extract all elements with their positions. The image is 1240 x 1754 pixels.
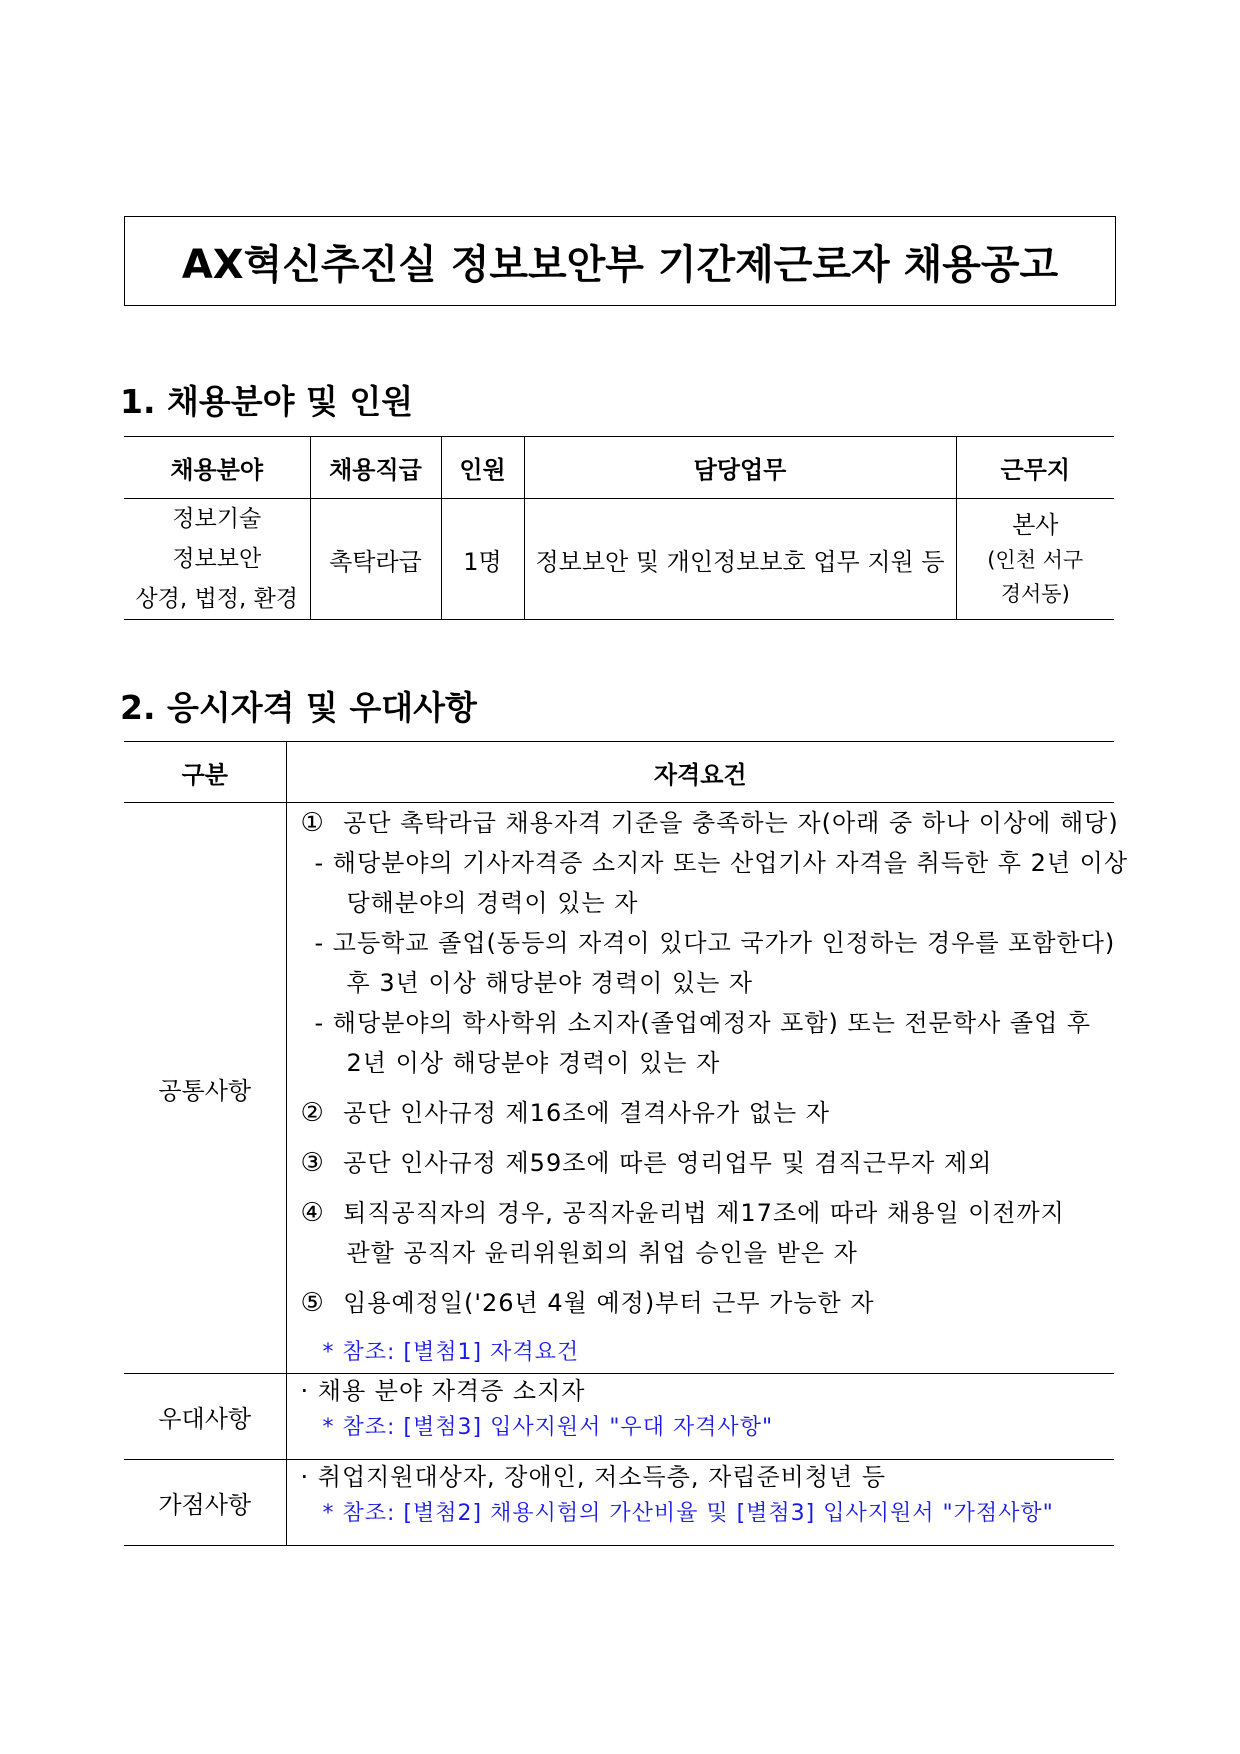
duty-cell: 정보보안 및 개인정보보호 업무 지원 등 [524,499,956,620]
header-count: 인원 [441,437,524,499]
header-duty: 담당업무 [524,437,956,499]
workplace-sub: 경서동) [1000,582,1070,606]
bonus-text: · 취업지원대상자, 장애인, 저소득층, 자립준비청년 등 [300,1463,887,1491]
common-note: * 참조: [별첨1] 자격요건 [322,1340,580,1365]
field-line: 정보기술 [172,506,262,532]
count-cell: 1명 [441,499,524,620]
preferred-label: 우대사항 [124,1374,286,1460]
workplace-sub: (인천 서구 [987,548,1084,572]
requirement-subitem-cont: 후 3년 이상 해당분야 경력이 있는 자 [346,969,754,997]
preferred-text: · 채용 분야 자격증 소지자 [300,1377,586,1405]
requirement-item-cont: 관할 공직자 윤리위원회의 취업 승인을 받은 자 [346,1239,858,1267]
common-row [124,803,1114,1374]
common-label: 공통사항 [124,803,286,1374]
bonus-content [286,1460,1114,1546]
title-box [124,216,1116,306]
header-workplace: 근무지 [956,437,1114,499]
bonus-label: 가점사항 [124,1460,286,1546]
table-header-row [124,437,1114,499]
document-title: AX혁신추진실 정보보안부 기간제근로자 채용공고 [181,241,1059,288]
header-field: 채용분야 [124,437,310,499]
requirement-subitem-cont: 2년 이상 해당분야 경력이 있는 자 [346,1049,721,1077]
grade-cell: 촉탁라급 [310,499,441,620]
requirement-item: ① 공단 촉탁라급 채용자격 기준을 충족하는 자(아래 중 하나 이상에 해당) [300,808,1119,838]
header-grade: 채용직급 [310,437,441,499]
requirement-subitem-cont: 당해분야의 경력이 있는 자 [346,889,639,917]
preferred-content [286,1374,1114,1460]
header-category: 구분 [124,742,286,803]
bonus-note: * 참조: [별첨2] 채용시험의 가산비율 및 [별첨3] 입사지원서 "가점사항" [322,1501,1054,1526]
requirement-item: ⑤ 임용예정일('26년 4월 예정)부터 근무 가능한 자 [300,1288,875,1318]
requirement-item: ② 공단 인사규정 제16조에 결격사유가 없는 자 [300,1098,830,1128]
preferred-row [124,1374,1114,1460]
field-cell [124,499,310,620]
field-line: 상경, 법정, 환경 [135,586,299,612]
bonus-row [124,1460,1114,1546]
header-requirements: 자격요건 [286,742,1114,803]
field-line: 정보보안 [172,546,262,572]
preferred-note: * 참조: [별첨3] 입사지원서 "우대 자격사항" [322,1415,774,1440]
workplace-main: 본사 [1012,511,1059,539]
requirement-item: ③ 공단 인사규정 제59조에 따른 영리업무 및 겸직근무자 제외 [300,1148,993,1178]
workplace-cell [956,499,1114,620]
qualification-table [124,741,1129,1546]
common-content [286,803,1129,1374]
requirement-subitem: - 해당분야의 학사학위 소지자(졸업예정자 포함) 또는 전문학사 졸업 후 [314,1009,1092,1037]
table-row [124,499,1114,620]
recruitment-table [124,436,1114,620]
section1-heading: 1. 채용분야 및 인원 [120,382,414,421]
requirement-subitem: - 해당분야의 기사자격증 소지자 또는 산업기사 자격을 취득한 후 2년 이상 [314,849,1129,877]
section2-heading: 2. 응시자격 및 우대사항 [120,688,477,727]
requirement-item: ④ 퇴직공직자의 경우, 공직자윤리법 제17조에 따라 채용일 이전까지 [300,1198,1065,1228]
table-header-row [124,742,1114,803]
requirement-subitem: - 고등학교 졸업(동등의 자격이 있다고 국가가 인정하는 경우를 포함한다) [314,929,1116,957]
